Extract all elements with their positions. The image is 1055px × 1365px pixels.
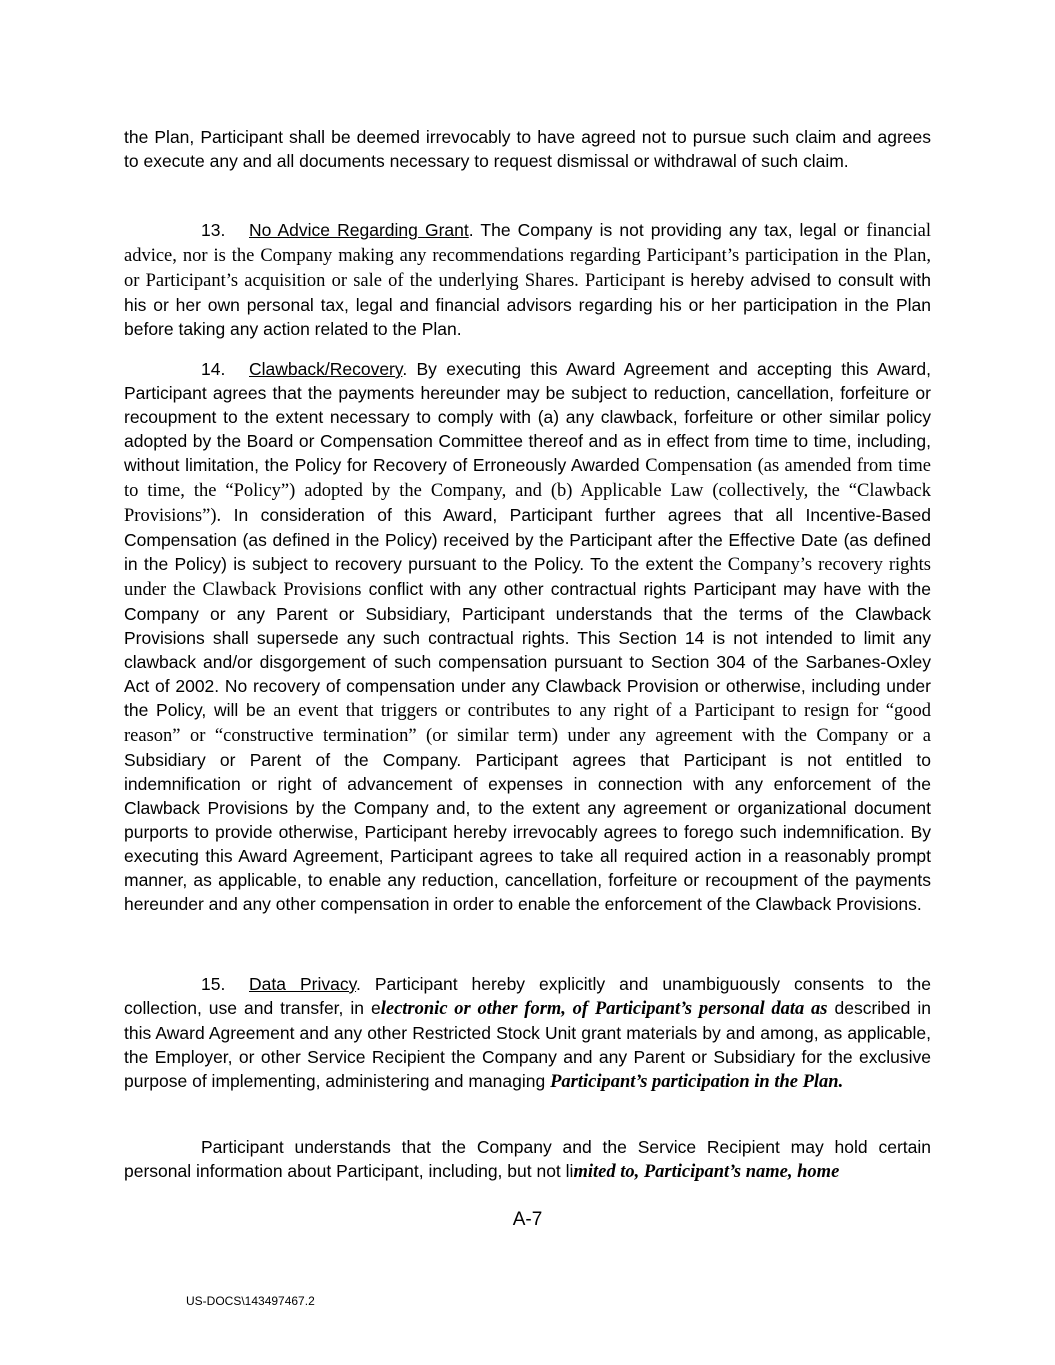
section-14-text-a: . By executing this Award Agreement and accepting this Award, Participant agrees that the payments hereunder may be subject to reduction, cancellation, forfeiture or recoupment to the extent necessary to comply with (a) any clawback, forfeiture or other similar policy adopted by the Board or Compensation Committee thereof and as in effect from time to time, including, without limitation, the Policy for Recovery of Erroneously Awarded bbox=[124, 359, 931, 475]
section-14-heading: Clawback/Recovery bbox=[249, 359, 403, 379]
section-13-heading: No Advice Regarding Grant bbox=[249, 220, 469, 240]
section-15-number: 15. bbox=[201, 974, 226, 994]
section-13-text-a: . The Company is not providing any tax, legal or bbox=[468, 220, 867, 240]
section-15-text-b: lectronic or other form, of Participant’s personal data as bbox=[380, 999, 828, 1019]
section-13-number: 13. bbox=[201, 220, 226, 240]
section-13 bbox=[124, 218, 931, 341]
section-14 bbox=[124, 357, 931, 916]
section-15-heading: Data Privacy bbox=[249, 974, 357, 994]
section-14-text-e: conflict with any other contractual rights Participant may have with the Company or any Parent or Subsidiary, Participant understands that the terms of the Clawback Provisions shall supersede any such contractual rights. This Section 14 is not intended to limit any clawback and/or disgorgement of such compensation pursuant to Section 304 of the Sarbanes-Oxley Act of 2002. No recovery of compensation under any Clawback Provision or otherwise, including under the Policy, will be bbox=[124, 579, 931, 720]
section-14-text-b: Compensation (as amended from time to time, the “Policy”) adopted by the Company, and (b) Applicable Law (collectively, the “Clawback Provisions”). bbox=[124, 456, 931, 526]
section-13-text-b: financial advice, nor is the Company making any recommendations regarding Participant’s participation in the Plan, or Participant’s acquisition or sale of the underlying Shares. Participant bbox=[124, 221, 931, 291]
section-14-text-g: Subsidiary or Parent of the Company. Participant agrees that Participant is not entitled to indemnification or right of advancement of expenses in connection with any enforcement of the Clawback Provisions by the Company and, to the extent any agreement or organizational document purports to provide otherwise, Participant hereby irrevocably agrees to forego such indemnification. By executing this Award Agreement, Participant agrees to take all required action in a reasonably prompt manner, as applicable, to enable any reduction, cancellation, forfeiture or recoupment of the payments hereunder and any other compensation in order to enable the enforcement of the Clawback Provisions. bbox=[124, 750, 931, 914]
section-13-text-c: is hereby advised to consult with his or her own personal tax, legal and financial advisors regarding his or her participation in the Plan before taking any action related to the Plan. bbox=[124, 270, 931, 339]
intro-paragraph bbox=[124, 125, 931, 173]
section-14-number: 14. bbox=[201, 359, 226, 379]
section-15-text-c: described in this Award Agreement and any other Restricted Stock Unit grant materials by and among, as applicable, the Employer, or other Service Recipient the Company and any Parent or Subsidiary for the exclusive purpose of implementing, administering and managing bbox=[124, 998, 931, 1091]
continuation-text-b: mited to, Participant’s name, home bbox=[573, 1162, 840, 1182]
page-number: A-7 bbox=[512, 1209, 543, 1230]
section-15-text-d: Participant’s participation in the Plan. bbox=[550, 1072, 844, 1092]
section-14-text-d: the Company’s recovery rights under the Clawback Provisions bbox=[124, 555, 931, 600]
data-privacy-continuation bbox=[124, 1135, 931, 1184]
section-15-text-a: . Participant hereby explicitly and unambiguously consents to the collection, use and transfer, in e bbox=[124, 974, 931, 1018]
section-14-text-c: In consideration of this Award, Participant further agrees that all Incentive-Based Compensation (as defined in the Policy) received by the Participant after the Effective Date (as defined in the Policy) is subject to recovery pursuant to the Policy. To the extent bbox=[124, 505, 931, 574]
section-14-text-f: an event that triggers or contributes to any right of a Participant to resign for “good reason” or “constructive termination” (or similar term) under any agreement with the Company or a bbox=[124, 701, 931, 746]
continuation-text-a: Participant understands that the Company and the Service Recipient may hold certain personal information about Participant, including, but not li bbox=[124, 1137, 931, 1181]
intro-text: the Plan, Participant shall be deemed irrevocably to have agreed not to pursue such claim and agrees to execute any and all documents necessary to request dismissal or withdrawal of such claim. bbox=[124, 127, 931, 171]
document-id: US-DOCS\143497467.2 bbox=[186, 1294, 315, 1308]
section-15 bbox=[124, 972, 931, 1094]
